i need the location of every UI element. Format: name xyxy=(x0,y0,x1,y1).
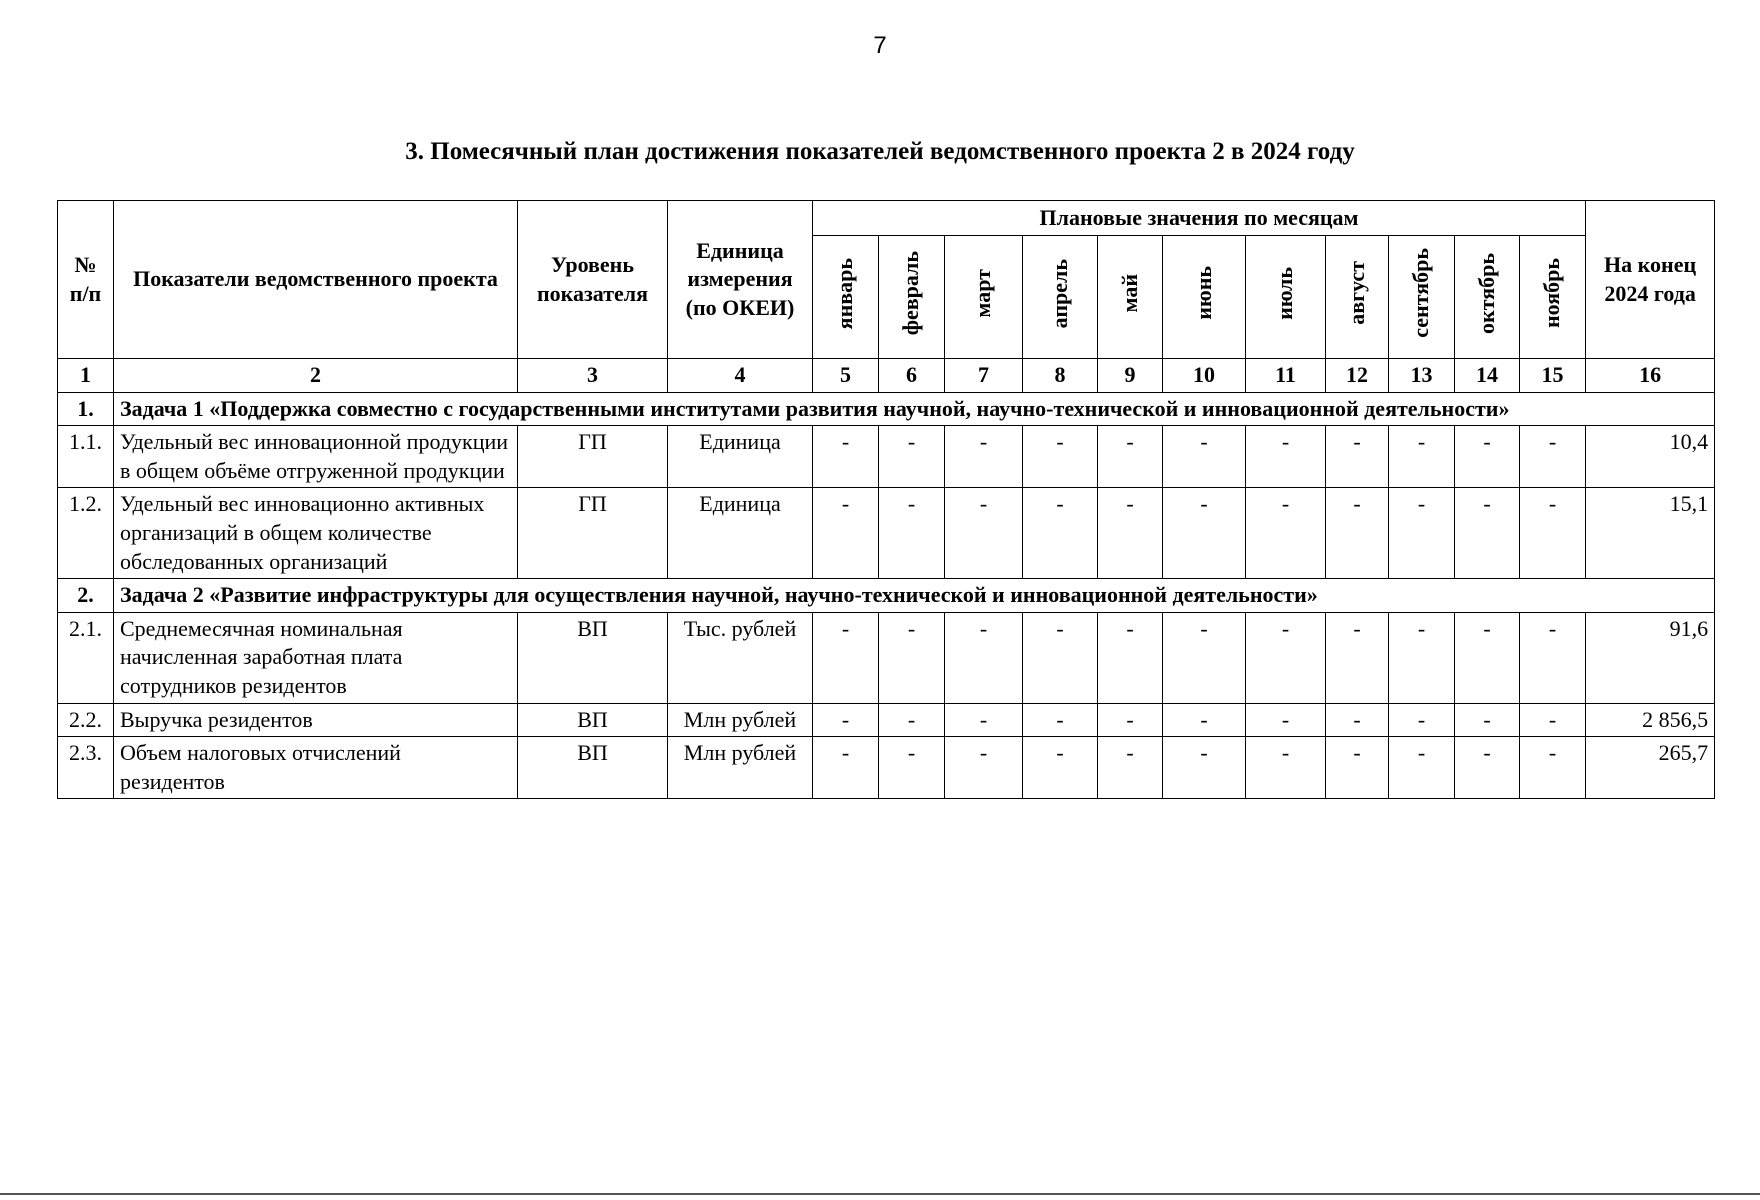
month-value: - xyxy=(813,426,879,488)
month-value: - xyxy=(1455,612,1520,703)
month-value: - xyxy=(945,703,1023,737)
month-label: июль xyxy=(1272,266,1298,320)
column-number: 15 xyxy=(1520,359,1586,393)
indicator-unit: Тыс. рублей xyxy=(668,612,813,703)
task-number: 2. xyxy=(58,579,114,613)
indicator-unit: Единица xyxy=(668,426,813,488)
month-value: - xyxy=(1455,488,1520,579)
indicator-level: ВП xyxy=(518,703,668,737)
month-value: - xyxy=(1389,488,1455,579)
column-number: 10 xyxy=(1163,359,1246,393)
header-row-top xyxy=(58,201,1715,236)
month-value: - xyxy=(1520,426,1586,488)
month-value: - xyxy=(813,703,879,737)
indicator-name: Удельный вес инновационно активных организаций в общем количестве обследованных организаций xyxy=(114,488,518,579)
indicator-level: ГП xyxy=(518,488,668,579)
month-value: - xyxy=(813,612,879,703)
page-number: 7 xyxy=(873,32,887,59)
header-indicator: Показатели ведомственного проекта xyxy=(114,201,518,359)
month-value: - xyxy=(945,737,1023,799)
month-value: - xyxy=(879,426,945,488)
end-of-year-value: 2 856,5 xyxy=(1586,703,1715,737)
header-month xyxy=(879,236,945,359)
column-number: 3 xyxy=(518,359,668,393)
month-value: - xyxy=(1163,488,1246,579)
header-month xyxy=(1023,236,1098,359)
column-number: 12 xyxy=(1326,359,1389,393)
column-number: 5 xyxy=(813,359,879,393)
month-label: октябрь xyxy=(1473,252,1499,334)
indicator-unit: Млн рублей xyxy=(668,737,813,799)
table-row xyxy=(58,426,1715,488)
end-of-year-value: 15,1 xyxy=(1586,488,1715,579)
header-month xyxy=(945,236,1023,359)
end-of-year-value: 91,6 xyxy=(1586,612,1715,703)
month-value: - xyxy=(1246,488,1326,579)
indicator-name: Объем налоговых отчислений резидентов xyxy=(114,737,518,799)
column-number: 7 xyxy=(945,359,1023,393)
month-value: - xyxy=(945,426,1023,488)
table-row xyxy=(58,703,1715,737)
month-label: апрель xyxy=(1046,258,1072,328)
month-value: - xyxy=(1455,703,1520,737)
month-value: - xyxy=(1098,488,1163,579)
month-value: - xyxy=(1520,737,1586,799)
month-label: май xyxy=(1116,273,1142,313)
header-level: Уровень показателя xyxy=(518,201,668,359)
month-value: - xyxy=(879,612,945,703)
indicator-number: 2.3. xyxy=(58,737,114,799)
month-value: - xyxy=(1326,737,1389,799)
month-value: - xyxy=(1098,426,1163,488)
month-value: - xyxy=(1389,612,1455,703)
month-value: - xyxy=(1163,703,1246,737)
task-title: Задача 2 «Развитие инфраструктуры для осуществления научной, научно-технической и инновационной деятельности» xyxy=(114,579,1715,613)
month-value: - xyxy=(879,737,945,799)
month-value: - xyxy=(1163,426,1246,488)
month-value: - xyxy=(1455,737,1520,799)
indicator-number: 1.1. xyxy=(58,426,114,488)
task-row xyxy=(58,579,1715,613)
header-month xyxy=(1455,236,1520,359)
indicator-name: Выручка резидентов xyxy=(114,703,518,737)
month-label: февраль xyxy=(898,251,924,336)
column-number: 6 xyxy=(879,359,945,393)
month-value: - xyxy=(945,612,1023,703)
end-of-year-value: 265,7 xyxy=(1586,737,1715,799)
table-row xyxy=(58,488,1715,579)
task-row xyxy=(58,392,1715,426)
column-number: 16 xyxy=(1586,359,1715,393)
column-numbers-row xyxy=(58,359,1715,393)
month-label: март xyxy=(970,268,996,318)
column-number: 1 xyxy=(58,359,114,393)
month-value: - xyxy=(1163,612,1246,703)
month-value: - xyxy=(1023,737,1098,799)
indicator-name: Среднемесячная номинальная начисленная заработная плата сотрудников резидентов xyxy=(114,612,518,703)
indicator-unit: Единица xyxy=(668,488,813,579)
header-num: № п/п xyxy=(58,201,114,359)
table-body xyxy=(58,392,1715,799)
indicator-number: 2.2. xyxy=(58,703,114,737)
header-unit: Единица измерения (по ОКЕИ) xyxy=(668,201,813,359)
month-value: - xyxy=(1098,612,1163,703)
header-month xyxy=(1163,236,1246,359)
header-planned: Плановые значения по месяцам xyxy=(813,201,1586,236)
month-value: - xyxy=(1389,703,1455,737)
month-value: - xyxy=(1163,737,1246,799)
month-value: - xyxy=(813,737,879,799)
end-of-year-value: 10,4 xyxy=(1586,426,1715,488)
month-value: - xyxy=(879,703,945,737)
month-value: - xyxy=(1246,703,1326,737)
table-row xyxy=(58,612,1715,703)
indicator-number: 2.1. xyxy=(58,612,114,703)
month-value: - xyxy=(1246,426,1326,488)
column-number: 13 xyxy=(1389,359,1455,393)
task-number: 1. xyxy=(58,392,114,426)
page-title: 3. Помесячный план достижения показателей ведомственного проекта 2 в 2024 году xyxy=(405,138,1355,165)
table-row xyxy=(58,737,1715,799)
indicator-level: ВП xyxy=(518,612,668,703)
month-value: - xyxy=(1023,703,1098,737)
column-number: 14 xyxy=(1455,359,1520,393)
header-month xyxy=(1246,236,1326,359)
indicator-number: 1.2. xyxy=(58,488,114,579)
column-number: 8 xyxy=(1023,359,1098,393)
month-label: август xyxy=(1343,261,1369,326)
page-bottom-edge xyxy=(0,1193,1760,1195)
month-value: - xyxy=(1326,488,1389,579)
column-number: 9 xyxy=(1098,359,1163,393)
month-value: - xyxy=(1520,488,1586,579)
header-month xyxy=(1389,236,1455,359)
month-value: - xyxy=(1520,703,1586,737)
header-month xyxy=(1098,236,1163,359)
monthly-plan-table xyxy=(57,200,1715,799)
month-value: - xyxy=(1520,612,1586,703)
month-value: - xyxy=(1023,488,1098,579)
month-label: сентябрь xyxy=(1408,248,1434,339)
month-value: - xyxy=(879,488,945,579)
month-label: июнь xyxy=(1190,266,1216,321)
month-value: - xyxy=(1455,426,1520,488)
month-value: - xyxy=(1389,737,1455,799)
header-month xyxy=(1326,236,1389,359)
month-value: - xyxy=(1389,426,1455,488)
month-value: - xyxy=(1023,426,1098,488)
month-value: - xyxy=(1246,612,1326,703)
column-number: 11 xyxy=(1246,359,1326,393)
month-value: - xyxy=(1023,612,1098,703)
month-value: - xyxy=(813,488,879,579)
month-value: - xyxy=(1326,612,1389,703)
column-number: 4 xyxy=(668,359,813,393)
month-value: - xyxy=(1098,737,1163,799)
column-number: 2 xyxy=(114,359,518,393)
indicator-unit: Млн рублей xyxy=(668,703,813,737)
month-label: январь xyxy=(832,257,858,329)
month-value: - xyxy=(1098,703,1163,737)
header-month xyxy=(813,236,879,359)
indicator-name: Удельный вес инновационной продукции в общем объёме отгруженной продукции xyxy=(114,426,518,488)
task-title: Задача 1 «Поддержка совместно с государственными институтами развития научной, научно-технической и инновационной деятельности» xyxy=(114,392,1715,426)
indicator-level: ГП xyxy=(518,426,668,488)
header-month xyxy=(1520,236,1586,359)
header-end: На конец 2024 года xyxy=(1586,201,1715,359)
month-value: - xyxy=(1326,426,1389,488)
month-value: - xyxy=(1246,737,1326,799)
month-value: - xyxy=(945,488,1023,579)
month-label: ноябрь xyxy=(1539,258,1565,329)
indicator-level: ВП xyxy=(518,737,668,799)
month-value: - xyxy=(1326,703,1389,737)
